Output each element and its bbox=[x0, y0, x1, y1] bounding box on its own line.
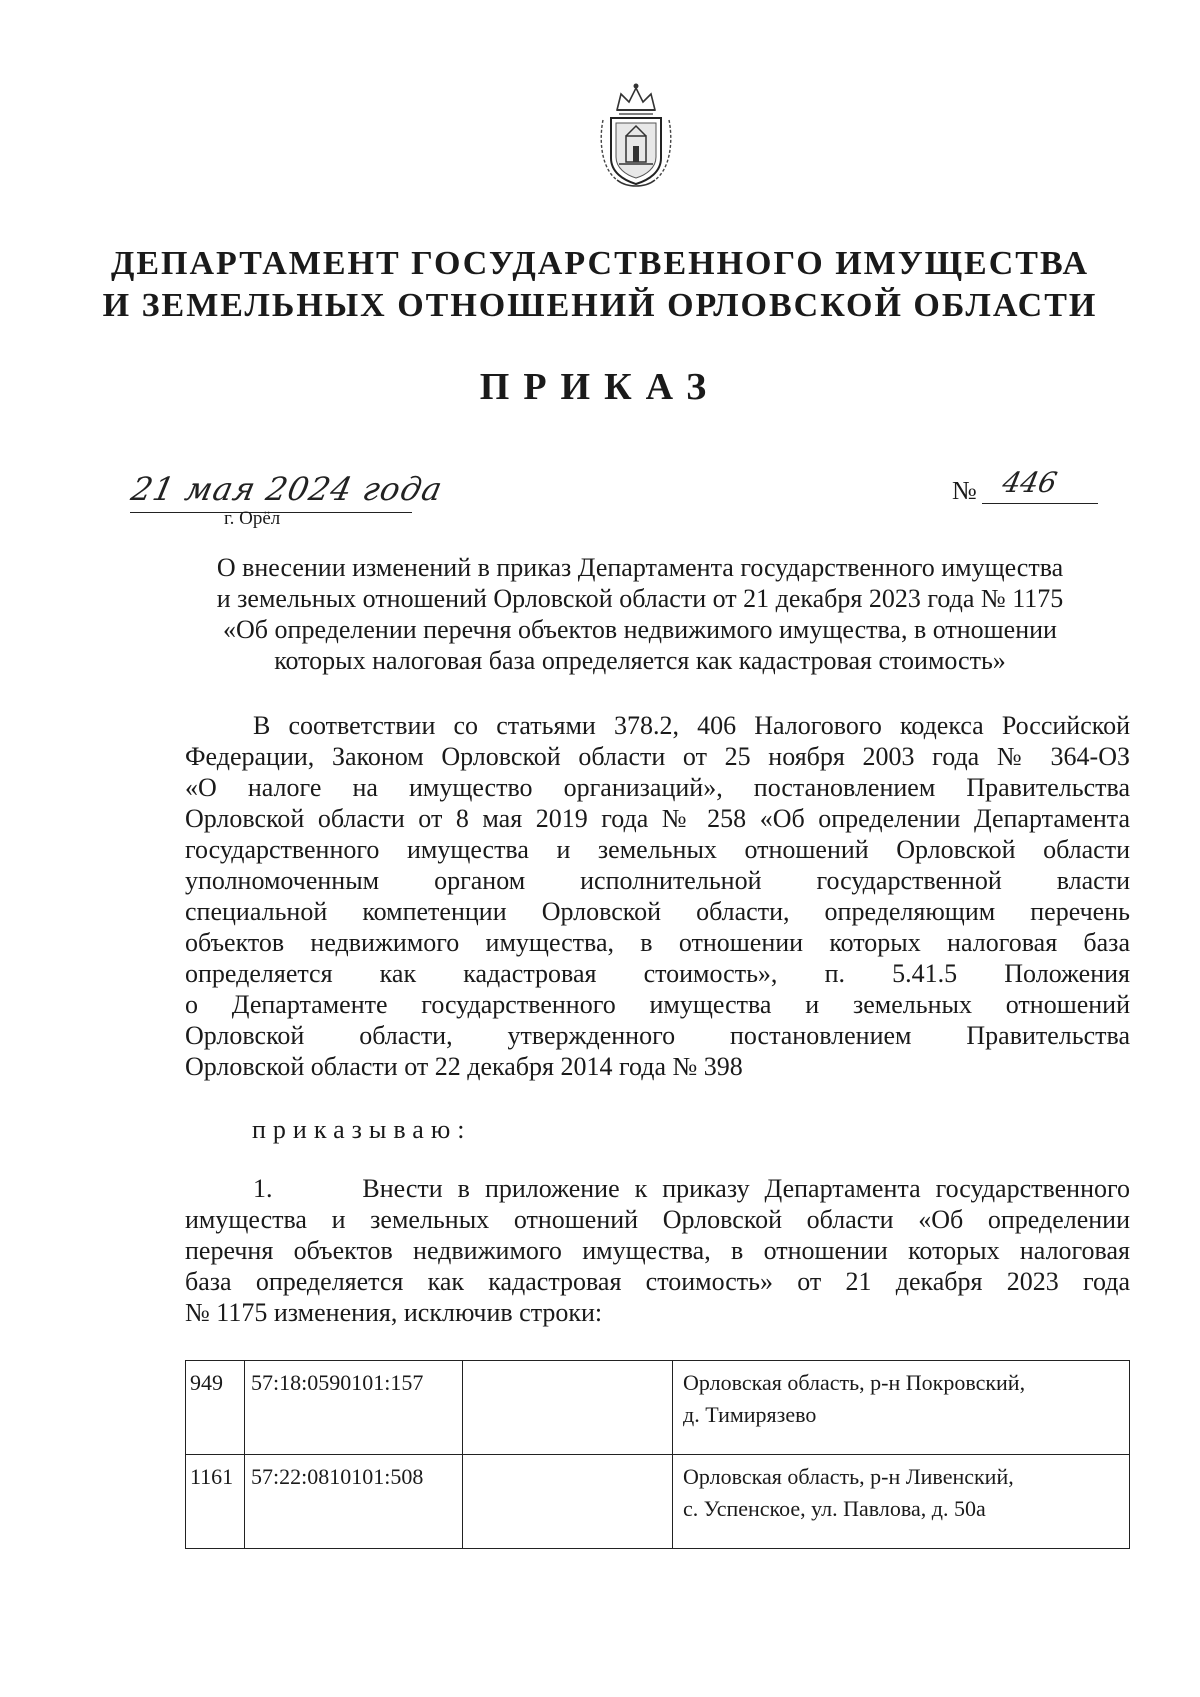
order-directive-word: приказываю: bbox=[252, 1115, 472, 1144]
item-line: перечня объектов недвижимого имущества, в отношении которых налоговая bbox=[185, 1236, 1130, 1265]
handwritten-number: 446 bbox=[999, 466, 1060, 499]
subject-line: и земельных отношений Орловской области от 21 декабря 2023 года № 1175 bbox=[216, 584, 1064, 613]
handwritten-date: 21 мая 2024 года bbox=[127, 470, 447, 508]
document-subject bbox=[160, 552, 1120, 676]
address-line: Орловская область, р-н Ливенский, bbox=[683, 1464, 1014, 1489]
number-label: № bbox=[952, 476, 977, 505]
preamble-line: Орловской области, утвержденного постановлением Правительства bbox=[185, 1021, 1130, 1050]
address-cell bbox=[673, 1361, 1130, 1455]
document-type-title: ПРИКАЗ bbox=[479, 366, 721, 408]
organization-name-line-2: И ЗЕМЕЛЬНЫХ ОТНОШЕНИЙ ОРЛОВСКОЙ ОБЛАСТИ bbox=[102, 287, 1098, 324]
subject-line: «Об определении перечня объектов недвижимого имущества, в отношении bbox=[223, 615, 1057, 644]
subject-line: О внесении изменений в приказ Департамента государственного имущества bbox=[216, 553, 1064, 582]
address-line: с. Успенское, ул. Павлова, д. 50а bbox=[683, 1496, 986, 1521]
preamble-paragraph bbox=[185, 710, 1130, 1082]
item-line: база определяется как кадастровая стоимость» от 21 декабря 2023 года bbox=[185, 1267, 1130, 1296]
preamble-line: Федерации, Законом Орловской области от 25 ноября 2003 года № 364-ОЗ bbox=[185, 742, 1130, 771]
number-underline bbox=[982, 503, 1098, 504]
preamble-line: Орловской области от 22 декабря 2014 года № 398 bbox=[185, 1052, 743, 1081]
organization-name-line-1: ДЕПАРТАМЕНТ ГОСУДАРСТВЕННОГО ИМУЩЕСТВА bbox=[110, 245, 1090, 282]
preamble-line: «О налоге на имущество организаций», постановлением Правительства bbox=[185, 773, 1130, 802]
city-label: г. Орёл bbox=[224, 508, 281, 529]
empty-cell bbox=[463, 1455, 673, 1549]
table-row bbox=[186, 1361, 1130, 1455]
preamble-line: специальной компетенции Орловской области, определяющим перечень bbox=[185, 897, 1130, 926]
row-number-cell: 1161 bbox=[186, 1455, 245, 1549]
preamble-line: уполномоченным органом исполнительной государственной власти bbox=[185, 866, 1130, 895]
cadastral-number-cell: 57:22:0810101:508 bbox=[245, 1455, 463, 1549]
row-number-cell: 949 bbox=[186, 1361, 245, 1455]
address-cell bbox=[673, 1455, 1130, 1549]
item-line: 1. Внести в приложение к приказу Департамента государственного bbox=[253, 1174, 1130, 1203]
excluded-rows-table bbox=[185, 1360, 1130, 1549]
cadastral-number-cell: 57:18:0590101:157 bbox=[245, 1361, 463, 1455]
empty-cell bbox=[463, 1361, 673, 1455]
preamble-line: Орловской области от 8 мая 2019 года № 258 «Об определении Департамента bbox=[185, 804, 1130, 833]
item-line: № 1175 изменения, исключив строки: bbox=[185, 1298, 603, 1327]
preamble-line: о Департаменте государственного имущества и земельных отношений bbox=[185, 990, 1130, 1019]
preamble-line: государственного имущества и земельных отношений Орловской области bbox=[185, 835, 1130, 864]
table-row bbox=[186, 1455, 1130, 1549]
order-item-1 bbox=[185, 1173, 1130, 1328]
subject-line: которых налоговая база определяется как кадастровая стоимость» bbox=[274, 646, 1006, 675]
coat-of-arms-emblem bbox=[595, 80, 677, 192]
address-line: Орловская область, р-н Покровский, bbox=[683, 1370, 1026, 1395]
preamble-line: определяется как кадастровая стоимость», п. 5.41.5 Положения bbox=[185, 959, 1130, 988]
item-line: имущества и земельных отношений Орловской области «Об определении bbox=[185, 1205, 1130, 1234]
address-line: д. Тимирязево bbox=[683, 1402, 817, 1427]
preamble-line: В соответствии со статьями 378.2, 406 Налогового кодекса Российской bbox=[253, 711, 1130, 740]
preamble-line: объектов недвижимого имущества, в отношении которых налоговая база bbox=[185, 928, 1130, 957]
